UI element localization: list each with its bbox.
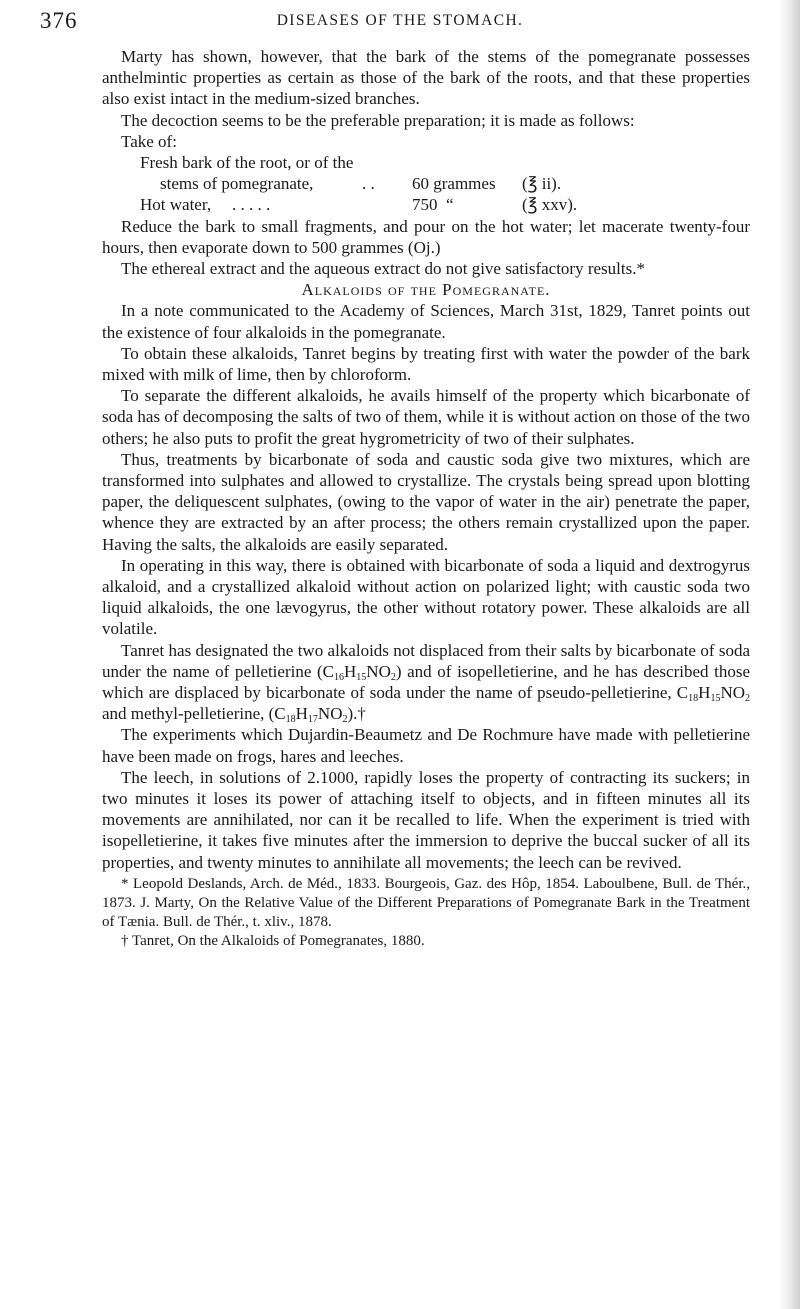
paragraph-experiments: The experiments which Dujardin-Beaumetz and De Rochmure have made with pelletierine have been made on frogs, hares and leeches.: [102, 725, 750, 766]
paragraph-treatments: Thus, treatments by bicarbonate of soda and caustic soda give two mixtures, which are transformed into sulphates and allowed to crystallize. The crystals being spread upon blotting paper, the deliquescent sulphates, (owing to the vapor of water in the air) penetrate the paper, whence they are extracted by an after process; the others remain crystallized upon the paper. Having the salts, the alkaloids are easily separated.: [102, 449, 750, 554]
recipe-item-2-apothecary: (℥ xxv).: [522, 195, 578, 215]
paragraph-reduce: Reduce the bark to small fragments, and pour on the hot water; let macerate twenty-four hours, then evaporate down to 500 grammes (Oj.): [102, 216, 750, 257]
paragraph-marty: Marty has shown, however, that the bark of the stems of the pomegranate possesses anthelmintic properties as certain as those of the bark of the roots, and that these properties also exist intact in the medium-sized branches.: [102, 47, 750, 109]
footnotes: [102, 875, 750, 951]
recipe-item-2-quantity: 750 “: [412, 195, 454, 215]
recipe-item-1-quantity: 60 grammes: [412, 174, 496, 194]
recipe-take-of: Take of:: [121, 131, 177, 151]
recipe-item-2-dots: . . . . .: [232, 195, 271, 215]
recipe-item-1-dots: . .: [362, 174, 375, 194]
paragraph-obtain: To obtain these alkaloids, Tanret begins by treating first with water the powder of the bark mixed with milk of lime, then by chloroform.: [102, 343, 750, 384]
page-body: [102, 46, 750, 951]
paragraph-separate: To separate the different alkaloids, he avails himself of the property which bicarbonate of soda has of decomposing the salts of two of them, while it is without action on those of the two others; he also puts to profit the great hygrometricity of two of their sulphates.: [102, 386, 750, 448]
page-header: [40, 8, 760, 38]
recipe-item-1-line-2: [102, 173, 750, 194]
paragraph-decoction: The decoction seems to be the preferable preparation; it is made as follows:: [121, 110, 635, 130]
page-edge-shadow: [778, 0, 800, 1309]
recipe-item-1-line-1: Fresh bark of the root, or of the: [140, 153, 354, 172]
paragraph-operating: In operating in this way, there is obtained with bicarbonate of soda a liquid and dextrogyrus alkaloid, and a crystallized alkaloid without action on polarized light; with caustic soda two liquid alkaloids, the one lævogyrus, the other without rotatory power. These alkaloids are all volatile.: [102, 555, 750, 639]
running-title: DISEASES OF THE STOMACH.: [276, 12, 524, 29]
paragraph-academy-note: In a note communicated to the Academy of Sciences, March 31st, 1829, Tanret points out the existence of four alkaloids in the pomegranate.: [102, 301, 750, 342]
section-heading: Alkaloids of the Pomegranate.: [301, 280, 551, 300]
footnote-asterisk: * Leopold Deslands, Arch. de Méd., 1833. Bourgeois, Gaz. des Hôp, 1854. Laboulbene, Bull. de Thér., 1873. J. Marty, On the Relative Value of the Different Preparations of Pomegranate Bark in the Treatment of Tænia. Bull. de Thér., t. xliv., 1878.: [102, 875, 750, 930]
recipe: [102, 131, 750, 216]
recipe-item-2: [102, 194, 750, 215]
recipe-item-1-apothecary: (℥ ii).: [522, 174, 562, 194]
paragraph-extracts: The ethereal extract and the aqueous extract do not give satisfactory results.*: [121, 258, 645, 278]
page-number: 376: [40, 8, 78, 33]
paragraph-designated: Tanret has designated the two alkaloids not displaced from their salts by bicarbonate of soda under the name of pelletierine $(C_{16}H_{15}NO_2)$ and of isopelletierine, and he has described those which are displaced by bicarbonate of soda under the name of pseudo-pelletierine, $C_{18}H_{15}NO_2$ and methyl-pelletierine, $(C_{18}H_{17}NO_2).\dagger$: [102, 640, 750, 726]
paragraph-leech: The leech, in solutions of 2.1000, rapidly loses the property of contracting its suckers; in two minutes it loses its power of attaching itself to objects, and in fifteen minutes all its movements are annihilated, nor can it be recalled to life. When the experiment is tried with isopelletierine, it takes five minutes after the immersion to deprive the buccal sucker of all its properties, and twenty minutes to annihilate all movements; the leech can be revived.: [102, 767, 750, 872]
recipe-item-1-name: stems of pomegranate,: [160, 174, 314, 194]
footnote-dagger: † Tanret, On the Alkaloids of Pomegranates, 1880.: [121, 932, 425, 949]
recipe-item-2-name: Hot water,: [140, 195, 212, 215]
